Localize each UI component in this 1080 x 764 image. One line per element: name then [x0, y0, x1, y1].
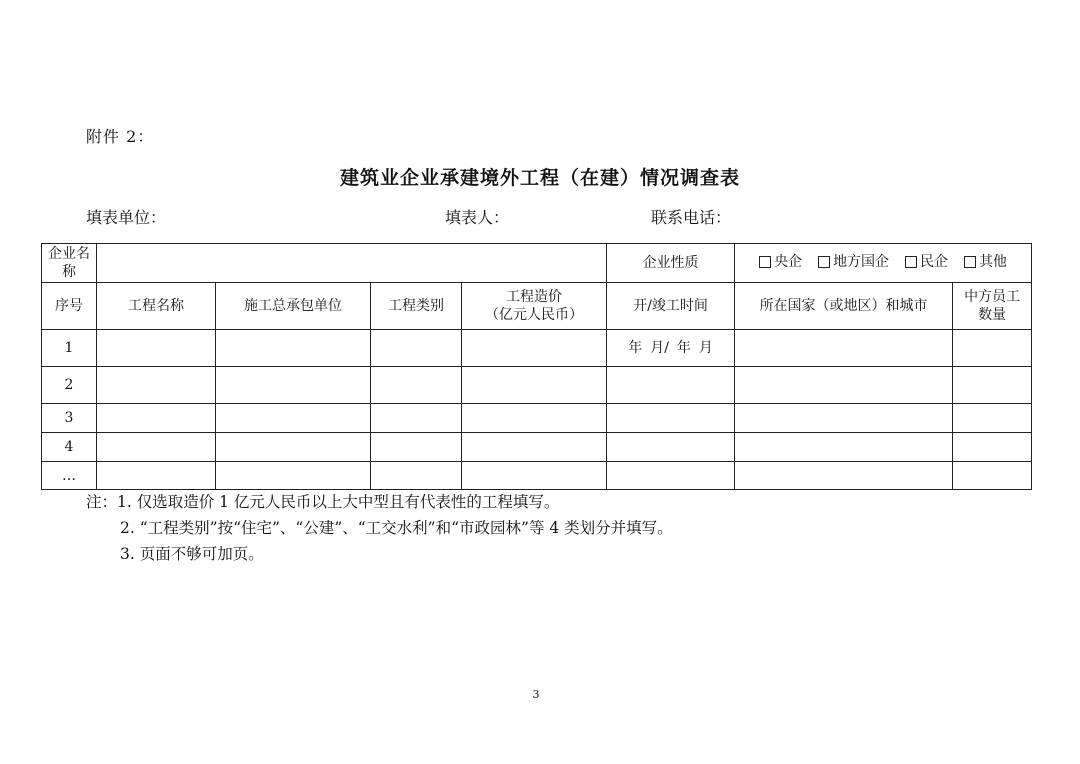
company-name-label: 企业名称: [42, 244, 97, 283]
company-nature-label: 企业性质: [607, 244, 735, 283]
survey-table: [41, 243, 1032, 490]
cell-cost[interactable]: [462, 367, 607, 404]
notes: [86, 489, 673, 567]
cell-contractor[interactable]: [216, 462, 371, 490]
cell-cost[interactable]: [462, 404, 607, 433]
company-info-row: [42, 244, 1032, 283]
checkbox-icon[interactable]: [905, 256, 917, 268]
page-number: 3: [532, 688, 540, 701]
company-nature-options: [735, 244, 1032, 283]
cell-dates[interactable]: [607, 433, 735, 462]
col-header-category: 工程类别: [371, 283, 462, 330]
cell-category[interactable]: [371, 367, 462, 404]
option-other[interactable]: 其他: [964, 253, 1007, 271]
row-number: 1: [42, 330, 97, 367]
row-number: 4: [42, 433, 97, 462]
checkbox-icon[interactable]: [964, 256, 976, 268]
cell-location[interactable]: [735, 462, 953, 490]
table-row: [42, 433, 1032, 462]
cell-dates[interactable]: [607, 367, 735, 404]
option-private[interactable]: 民企: [905, 253, 948, 271]
note-1: 注：1. 仅选取造价 1 亿元人民币以上大中型且有代表性的工程填写。: [86, 493, 560, 511]
company-name-cell[interactable]: [97, 244, 607, 283]
col-header-contractor: 施工总承包单位: [216, 283, 371, 330]
cell-category[interactable]: [371, 433, 462, 462]
col-header-project-name: 工程名称: [97, 283, 216, 330]
cell-project-name[interactable]: [97, 330, 216, 367]
cell-location[interactable]: [735, 433, 953, 462]
cell-cost[interactable]: [462, 330, 607, 367]
cell-staff[interactable]: [953, 367, 1032, 404]
cell-contractor[interactable]: [216, 330, 371, 367]
cell-location[interactable]: [735, 404, 953, 433]
cell-category[interactable]: [371, 462, 462, 490]
cell-contractor[interactable]: [216, 433, 371, 462]
page-title: 建筑业企业承建境外工程（在建）情况调查表: [339, 167, 740, 189]
option-local-soe[interactable]: 地方国企: [818, 253, 889, 271]
cell-project-name[interactable]: [97, 433, 216, 462]
fill-phone-label: 联系电话：: [651, 208, 732, 227]
row-number: …: [42, 462, 97, 490]
fill-person-label: 填表人：: [445, 208, 510, 227]
cell-staff[interactable]: [953, 462, 1032, 490]
note-2: 2. “工程类别”按“住宅”、“公建”、“工交水利”和“市政园林”等 4 类划分并填写。: [120, 519, 673, 537]
row-number: 3: [42, 404, 97, 433]
row-number: 2: [42, 367, 97, 404]
checkbox-icon[interactable]: [759, 256, 771, 268]
cell-contractor[interactable]: [216, 404, 371, 433]
table-row: [42, 404, 1032, 433]
cell-dates[interactable]: [607, 462, 735, 490]
column-header-row: [42, 283, 1032, 330]
cell-project-name[interactable]: [97, 462, 216, 490]
col-header-cost: 工程造价 （亿元人民币）: [462, 283, 607, 330]
cell-project-name[interactable]: [97, 367, 216, 404]
cell-project-name[interactable]: [97, 404, 216, 433]
option-central[interactable]: 央企: [759, 253, 802, 271]
cell-category[interactable]: [371, 330, 462, 367]
col-header-location: 所在国家（或地区）和城市: [735, 283, 953, 330]
cell-staff[interactable]: [953, 404, 1032, 433]
checkbox-icon[interactable]: [818, 256, 830, 268]
cell-location[interactable]: [735, 330, 953, 367]
attachment-label: 附件 2：: [86, 127, 155, 146]
note-3: 3. 页面不够可加页。: [120, 545, 264, 563]
table-row: [42, 330, 1032, 367]
col-header-staff: 中方员工 数量: [953, 283, 1032, 330]
table-row: [42, 462, 1032, 490]
cell-contractor[interactable]: [216, 367, 371, 404]
cell-category[interactable]: [371, 404, 462, 433]
cell-location[interactable]: [735, 367, 953, 404]
cell-cost[interactable]: [462, 462, 607, 490]
cell-dates[interactable]: 年 月/ 年 月: [607, 330, 735, 367]
table-row: [42, 367, 1032, 404]
cell-staff[interactable]: [953, 433, 1032, 462]
cell-staff[interactable]: [953, 330, 1032, 367]
cell-cost[interactable]: [462, 433, 607, 462]
col-header-no: 序号: [42, 283, 97, 330]
fill-unit-label: 填表单位：: [86, 208, 167, 227]
col-header-dates: 开/竣工时间: [607, 283, 735, 330]
cell-dates[interactable]: [607, 404, 735, 433]
